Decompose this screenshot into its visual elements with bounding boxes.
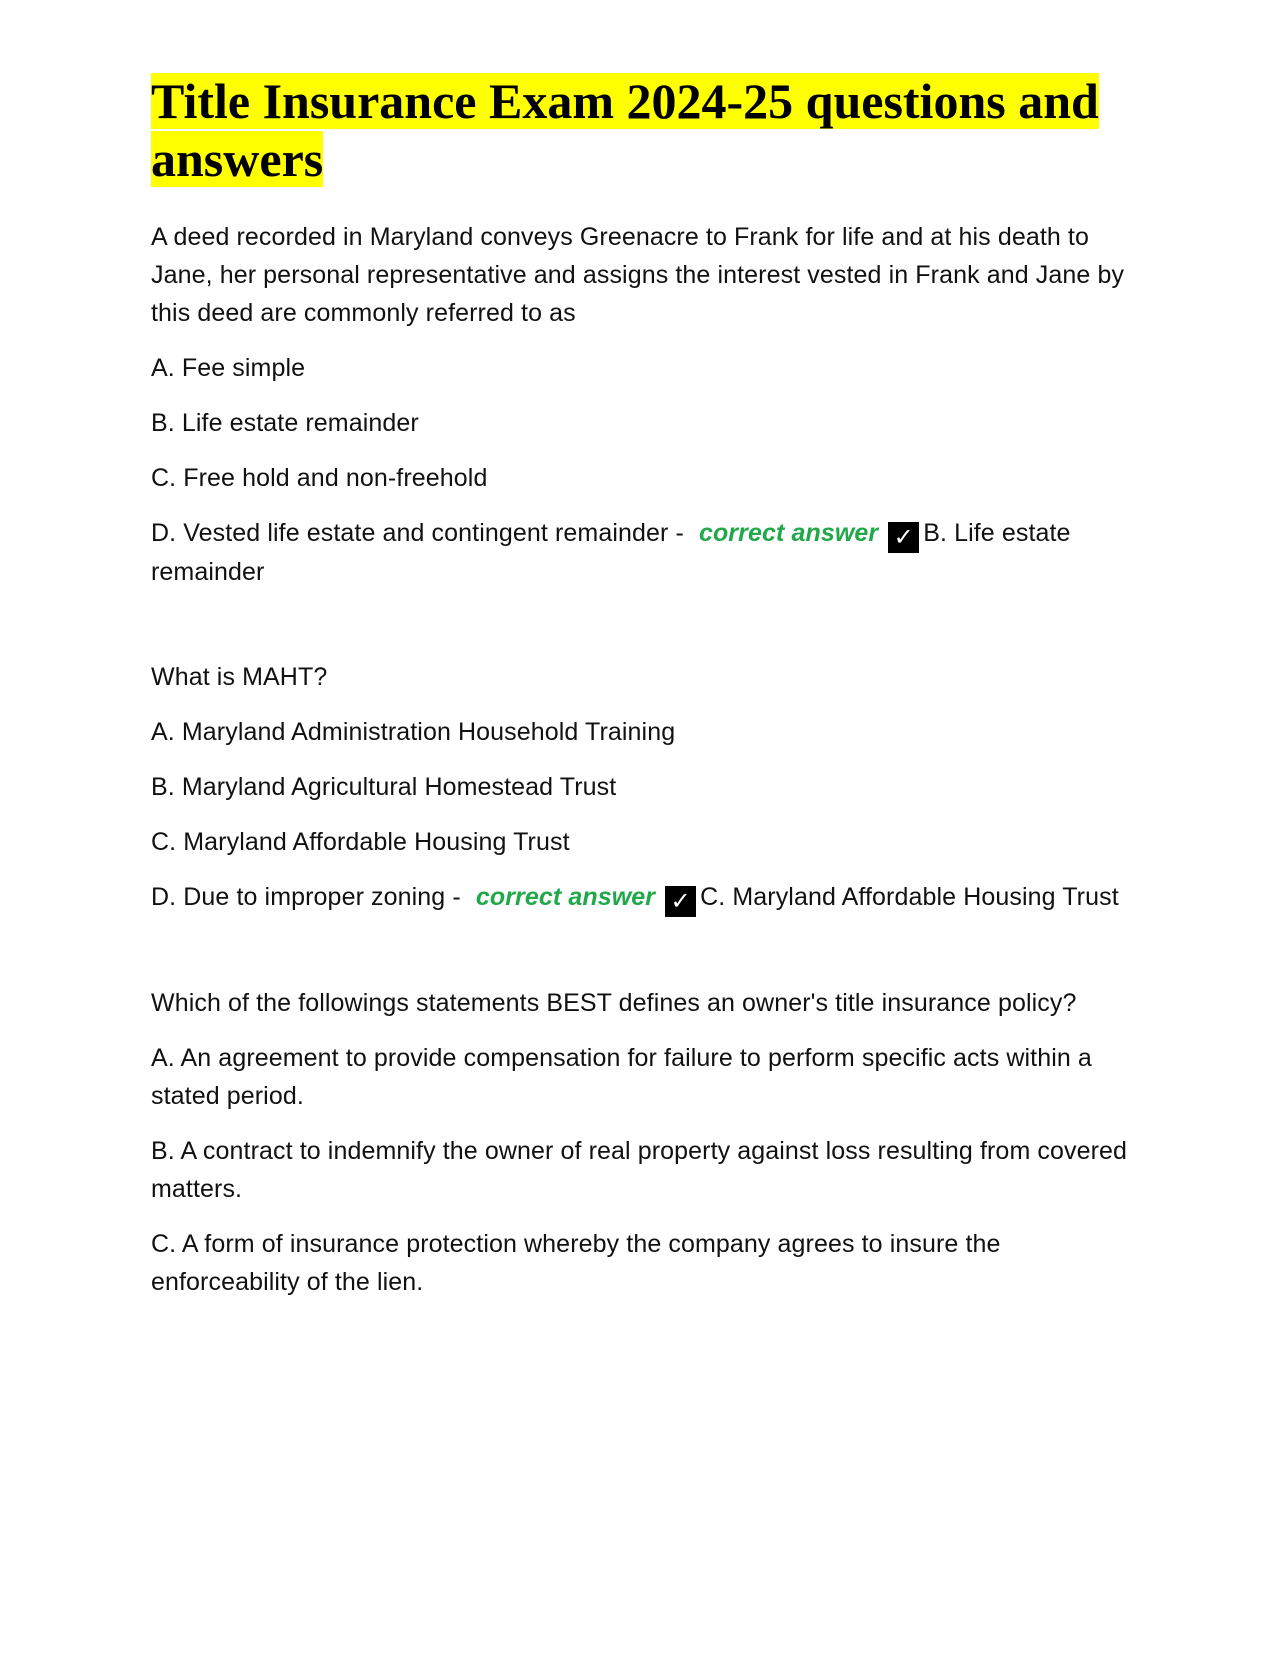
document-page (151, 72, 1131, 1318)
question-prompt: What is MAHT? (151, 663, 328, 691)
option-b: B. A contract to indemnify the owner of real property against loss resulting from covered matters. (151, 1137, 1128, 1203)
option-d: D. Due to improper zoning - (151, 883, 468, 911)
spacer (151, 934, 1131, 984)
option-b: B. Maryland Agricultural Homestead Trust (151, 773, 617, 801)
answer-text: C. Maryland Affordable Housing Trust (700, 883, 1119, 911)
question-1 (151, 218, 1131, 591)
question-3 (151, 984, 1131, 1301)
option-d: D. Vested life estate and contingent remainder - (151, 519, 691, 547)
option-c: C. A form of insurance protection whereby the company agrees to insure the enforceability of the lien. (151, 1230, 1001, 1296)
option-d-with-answer (151, 514, 1131, 591)
option-c: C. Free hold and non-freehold (151, 464, 488, 492)
question-2 (151, 658, 1131, 917)
document-title (151, 72, 1131, 188)
spacer (151, 608, 1131, 658)
option-b: B. Life estate remainder (151, 409, 419, 437)
check-icon: ✓ (665, 886, 696, 917)
option-a: A. Fee simple (151, 354, 306, 382)
check-icon: ✓ (888, 522, 919, 553)
option-d-with-answer (151, 878, 1131, 917)
correct-answer-label: correct answer (698, 519, 879, 547)
option-a: A. An agreement to provide compensation for failure to perform specific acts within a stated period. (151, 1044, 1092, 1110)
title-highlight: Title Insurance Exam 2024-25 questions and answers (151, 73, 1099, 187)
option-c: C. Maryland Affordable Housing Trust (151, 828, 570, 856)
question-prompt: A deed recorded in Maryland conveys Greenacre to Frank for life and at his death to Jane, her personal representative and assigns the interest vested in Frank and Jane by this deed are commonly referred to as (151, 223, 1125, 327)
option-a: A. Maryland Administration Household Training (151, 718, 676, 746)
question-prompt: Which of the followings statements BEST defines an owner's title insurance policy? (151, 989, 1077, 1017)
answer-text: B. Life estate remainder (151, 519, 1071, 586)
correct-answer-label: correct answer (475, 883, 656, 911)
